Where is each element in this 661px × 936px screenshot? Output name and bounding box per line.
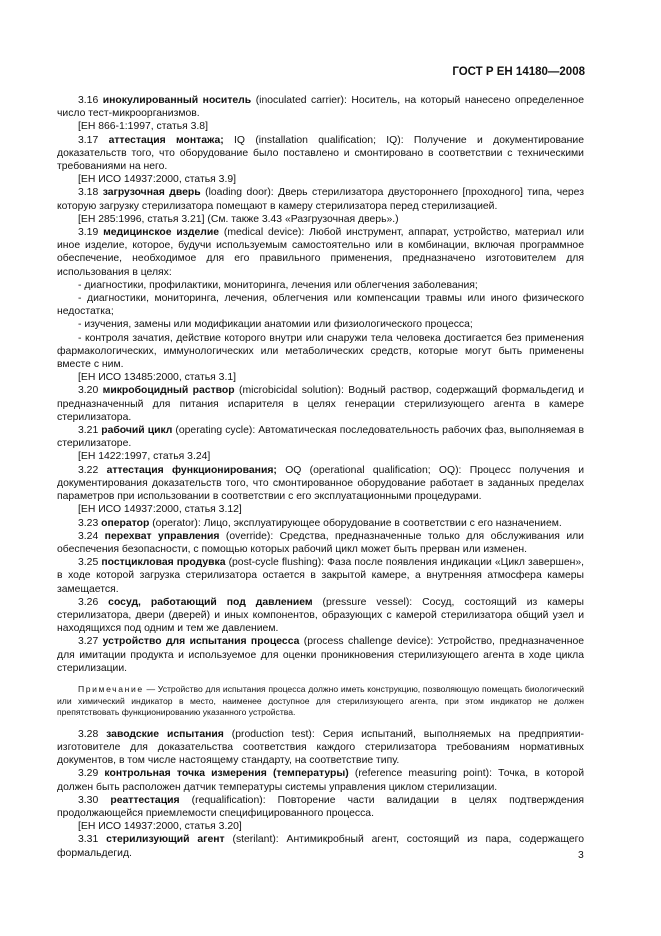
entry-definition: (operating cycle): Автоматическая последовательность рабочих фаз, выполняемая в стерилизаторе.	[57, 425, 584, 450]
definition-entry	[57, 384, 584, 424]
entry-term: реаттестация	[110, 794, 180, 806]
definition-entry	[57, 596, 584, 636]
note-label: Примечание	[78, 683, 144, 694]
entry-reference: [ЕН ИСО 13485:2000, статья 3.1]	[78, 372, 236, 384]
entry-definition: (override): Средства, предназначенные только для обслуживания или обеспечения безопасности, с помощью которых рабочий цикл может быть прерван или изменен.	[57, 530, 584, 555]
entry-term: инокулированный носитель	[102, 95, 252, 106]
entry-term: стерилизующий агент	[106, 834, 225, 846]
entry-definition: (operator): Лицо, эксплуатирующее оборудование в соответствии с его назначением.	[149, 517, 562, 529]
document-body	[57, 94, 584, 860]
entry-number: 3.28	[78, 728, 99, 740]
entry-definition: (post-cycle flushing): Фаза после появления индикации «Цикл завершен», в ходе которой загрузка стерилизатора остается в закрытой камере, а внутренняя атмосфера камеры замещается.	[57, 557, 584, 595]
entry-term: заводские испытания	[106, 728, 224, 740]
entry-definition: (loading door): Дверь стерилизатора двустороннего [проходного] типа, через которую загрузку стерилизатора помещают в камеру стерилизатора перед стерилизацией.	[57, 187, 584, 212]
entry-definition: (pressure vessel): Сосуд, состоящий из камеры стерилизатора, двери (дверей) и иных компонентов, образующих с камерой стерилизатора общий узел и находящихся под одним и тем же давлением.	[57, 596, 584, 635]
entry-definition: (requalification): Повторение части валидации в целях подтверждения продолжающейся приемлемости специфицированного процесса.	[57, 794, 585, 819]
entry-term: устройство для испытания процесса	[102, 636, 300, 648]
list-item: - контроля зачатия, действие которого внутри или снаружи тела человека достигается без применения фармакологических, иммунологических или метаболических средств, которые могут быть применены вместе с ним.	[57, 332, 584, 371]
definition-entry	[57, 186, 584, 212]
entry-definition: (microbicidal solution): Водный раствор, содержащий формальдегид и предназначенный для питания испарителя в целях генерации стерилизующего агента в камере стерилизатора.	[57, 385, 584, 423]
entry-number: 3.20	[78, 385, 99, 397]
entry-term: аттестация функционирования;	[106, 464, 277, 476]
definition-entry	[57, 530, 584, 556]
note	[57, 684, 584, 719]
definition-entry	[57, 424, 584, 450]
entry-term: рабочий цикл	[101, 425, 173, 437]
entry-definition: IQ (installation qualification; IQ): Получение и документирование доказательств того, что оборудование было поставлено и смонтировано в соответствии с техническими требованиями на него.	[57, 134, 584, 173]
entry-definition: OQ (operational qualification; OQ): Процесс получения и документирования доказательств того, что смонтированное оборудование работает в заданных пределах параметров при использовании в соответствии с его эксплуатационными процедурами.	[57, 464, 585, 503]
list-item: - изучения, замены или модификации анатомии или физиологического процесса;	[78, 319, 473, 331]
entry-number: 3.21	[78, 425, 99, 437]
definition-entry	[57, 767, 584, 793]
definition-entry	[57, 517, 584, 530]
definition-entry	[57, 226, 584, 279]
entry-term: контрольная точка измерения (температуры)	[104, 768, 349, 780]
entry-number: 3.26	[78, 596, 99, 608]
definition-entry	[57, 794, 584, 820]
definition-entry	[57, 556, 584, 596]
definition-entry	[57, 728, 584, 768]
definition-entry	[57, 464, 584, 504]
entry-number: 3.27	[78, 636, 99, 648]
entry-definition: (sterilant): Антимикробный агент, состоящий из пара, содержащего формальдегид.	[57, 834, 584, 859]
entry-definition: (process challenge device): Устройство, предназначенное для имитации продукта и используемое для оценки проникновения стерилизующего агента в ходе цикла стерилизации.	[57, 636, 585, 674]
note-text: — Устройство для испытания процесса должно иметь конструкцию, позволяющую помещать биологический или химический индикатор в место, наименее доступное для стерилизующего агента, при этом индикатор не должен препятствовать функционированию указанного устройства.	[57, 683, 584, 718]
entry-number: 3.19	[78, 227, 99, 239]
entry-definition: (reference measuring point): Точка, в которой должен быть расположен датчик температуры системы управления циклом стерилизации.	[57, 768, 584, 793]
entry-number: 3.24	[78, 530, 99, 542]
entry-definition: (medical device): Любой инструмент, аппарат, устройство, материал или иное изделие, которое, будучи используемым самостоятельно или в комбинации, включая программное обеспечение, необходимое для его правильного применения, предназначено изготовителем для использования в целях:	[57, 227, 584, 278]
entry-term: оператор	[101, 517, 150, 529]
entry-number: 3.29	[78, 768, 99, 780]
entry-number: 3.17	[78, 134, 99, 146]
definition-entry	[57, 833, 584, 859]
entry-number: 3.22	[78, 464, 99, 476]
entry-term: сосуд, работающий под давлением	[108, 596, 313, 608]
entry-definition: (inoculated carrier): Носитель, на который нанесено определенное число тест-микроорганизмов.	[57, 95, 584, 120]
definition-entry	[57, 134, 584, 174]
entry-reference: [ЕН ИСО 14937:2000, статья 3.9]	[78, 174, 236, 186]
entry-number: 3.18	[78, 187, 99, 199]
entry-term: аттестация монтажа;	[108, 134, 224, 146]
entry-number: 3.31	[78, 834, 99, 846]
entry-term: постцикловая продувка	[101, 557, 226, 569]
definition-entry	[57, 635, 584, 675]
entry-term: загрузочная дверь	[102, 187, 201, 199]
list-item: - диагностики, профилактики, мониторинга, лечения или облегчения заболевания;	[78, 279, 478, 291]
entry-reference: [ЕН 285:1996, статья 3.21] (См. также 3.43 «Разгрузочная дверь».)	[78, 213, 399, 225]
entry-number: 3.16	[78, 95, 99, 106]
entry-number: 3.30	[78, 794, 99, 806]
entry-reference: [ЕН 866-1:1997, статья 3.8]	[78, 121, 208, 133]
entry-term: перехват управления	[104, 530, 220, 542]
entry-number: 3.23	[78, 517, 99, 529]
document-header: ГОСТ Р ЕН 14180—2008	[452, 66, 585, 78]
entry-term: медицинское изделие	[103, 227, 220, 239]
entry-term: микробоцидный раствор	[102, 385, 235, 397]
definition-entry	[57, 94, 584, 120]
entry-number: 3.25	[78, 557, 99, 569]
definitions-list	[57, 94, 584, 675]
page-number: 3	[578, 850, 584, 861]
entry-definition: (production test): Серия испытаний, выполняемых на предприятии-изготовителе для доказательства соответствия каждого стерилизатора требованиям нормативных документов, в том числе настоящему стандарту, на соответствие типу.	[57, 728, 584, 767]
list-item: - диагностики, мониторинга, лечения, облегчения или компенсации травмы или иного физического недостатка;	[57, 293, 584, 318]
entry-reference: [ЕН ИСО 14937:2000, статья 3.12]	[78, 504, 242, 516]
entry-reference: [ЕН 1422:1997, статья 3.24]	[78, 451, 211, 463]
entry-reference: [ЕН ИСО 14937:2000, статья 3.20]	[78, 821, 242, 833]
definitions-list-2	[57, 728, 584, 860]
